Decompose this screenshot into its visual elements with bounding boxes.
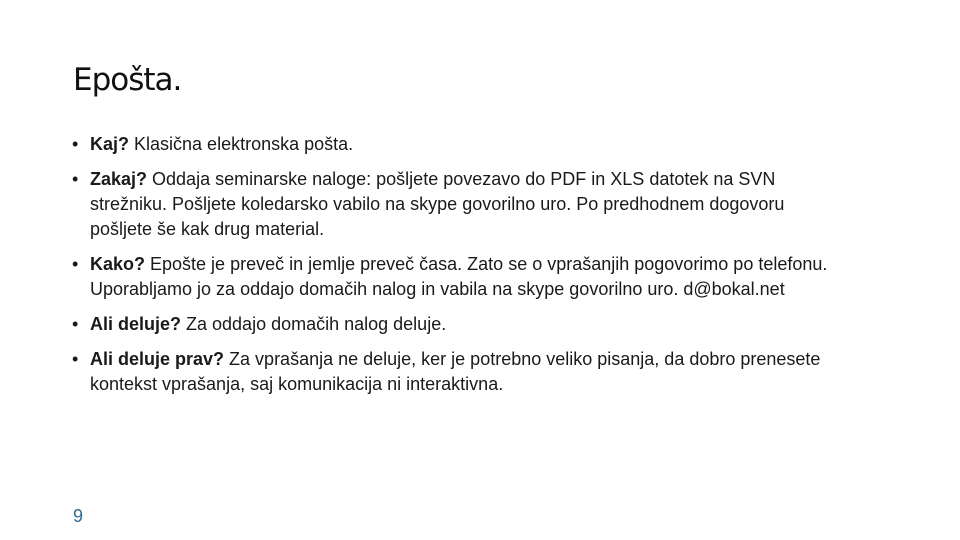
- bullet-text: Za vprašanja ne deluje, ker je potrebno veliko pisanja, da dobro prenesete kontekst vprašanja, saj komunikacija ni interaktivna.: [90, 349, 821, 394]
- bullet-term: Ali deluje prav?: [90, 349, 225, 369]
- bullet-text: Oddaja seminarske naloge: pošljete povezavo do PDF in XLS datotek na SVN strežniku. Pošljete koledarsko vabilo na skype govorilno uro. Po predhodnem dogovoru pošljete še kak drug material.: [90, 169, 785, 239]
- bullet-term: Kaj?: [90, 134, 130, 154]
- bullet-item-ali-deluje-prav: [72, 347, 832, 397]
- slide-title: Epošta.: [73, 62, 182, 98]
- bullet-item-kako: [72, 252, 832, 302]
- bullet-item-ali-deluje: [72, 312, 832, 337]
- slide-number: 9: [73, 506, 84, 526]
- bullet-term: Kako?: [90, 254, 146, 274]
- bullet-text: Za oddajo domačih nalog deluje.: [181, 314, 447, 334]
- bullet-text: Klasična elektronska pošta.: [129, 134, 354, 154]
- bullet-term: Zakaj?: [90, 169, 148, 189]
- bullet-item-zakaj: [72, 167, 832, 242]
- bullet-text: Epošte je preveč in jemlje preveč časa. Zato se o vprašanjih pogovorimo po telefonu. Uporabljamo jo za oddajo domačih nalog in vabila na skype govorilno uro. d@bokal.net: [90, 254, 828, 299]
- bullet-item-kaj: [72, 132, 832, 157]
- bullet-term: Ali deluje?: [90, 314, 182, 334]
- bullet-list: [72, 132, 832, 407]
